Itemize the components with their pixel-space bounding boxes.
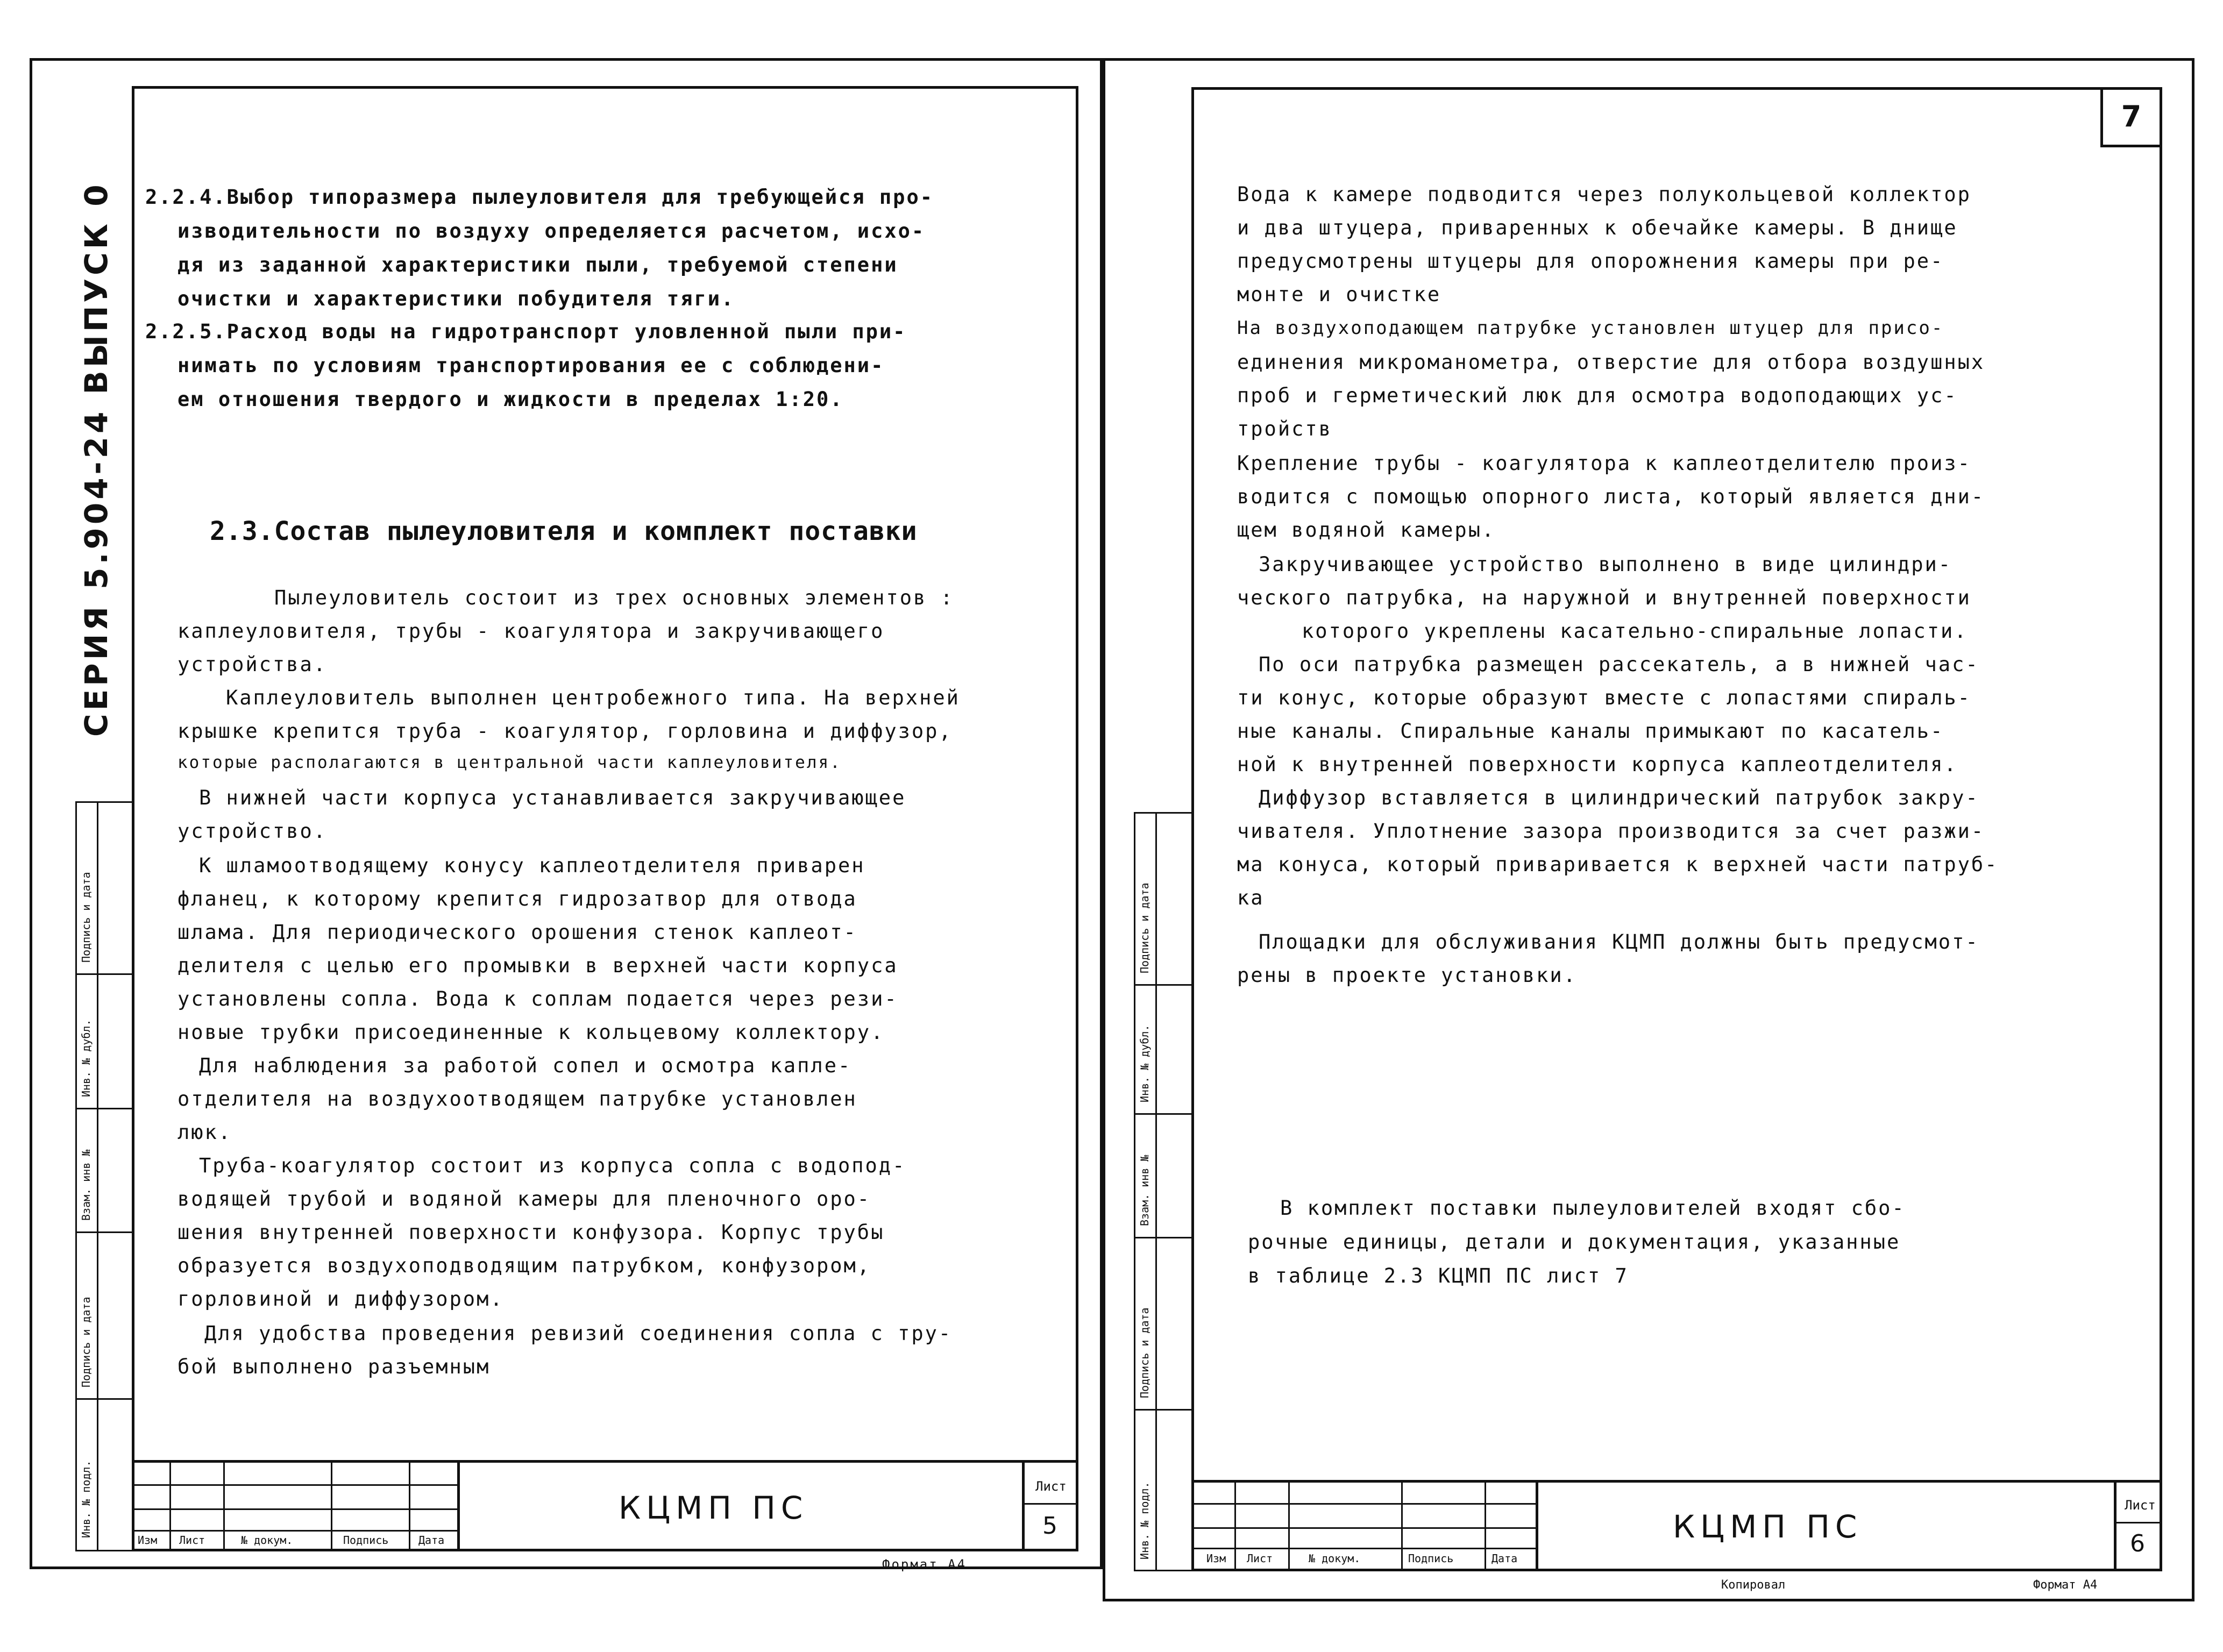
text-line: Площадки для обслуживания КЦМП должны быть предусмот- xyxy=(1259,930,1979,953)
text-line: устройства. xyxy=(177,653,328,676)
stamp-col-sign: Подпись xyxy=(343,1534,389,1547)
text-line: Вода к камере подводится через полукольцевой коллектор xyxy=(1237,183,1971,206)
stamp-col-sign: Подпись xyxy=(1408,1552,1454,1565)
text-line: ческого патрубка, на наружной и внутренней поверхности xyxy=(1237,586,1971,609)
text-line: каплеуловителя, трубы - коагулятора и закручивающего xyxy=(177,620,885,643)
text-line: делителя с целью его промывки в верхней части корпуса xyxy=(177,954,898,977)
series-label: СЕРИЯ 5.904-24 ВЫПУСК 0 xyxy=(78,181,115,737)
sheet-label: Лист xyxy=(2125,1498,2156,1513)
text-line: рочные единицы, детали и документация, указанные xyxy=(1248,1230,1901,1254)
side-label-sign-date-2: Подпись и дата xyxy=(80,1297,93,1387)
text-line: водящей трубой и водяной камеры для пленочного оро- xyxy=(177,1187,871,1210)
doc-code: КЦМП ПС xyxy=(619,1490,808,1526)
text-line: очистки и характеристики побудителя тяги. xyxy=(177,287,735,310)
text-line: нимать по условиям транспортирования ее с соблюдени- xyxy=(177,354,885,377)
side-label-orig-inv: Инв. № подл. xyxy=(1138,1482,1151,1560)
text-line: люк. xyxy=(177,1121,232,1144)
doc-code: КЦМП ПС xyxy=(1673,1508,1863,1545)
stamp-col-docnum: № докум. xyxy=(241,1534,293,1547)
text-line: Закручивающее устройство выполнено в виде цилиндри- xyxy=(1259,553,1952,576)
text-line: тройств xyxy=(1237,417,1332,440)
text-line: Для удобства проведения ревизий соединения сопла с тру- xyxy=(204,1322,953,1345)
text-line: фланец, к которому крепится гидрозатвор для отвода xyxy=(177,887,857,910)
format-note: Формат А4 xyxy=(882,1557,967,1572)
stamp-col-date: Дата xyxy=(418,1534,445,1547)
sheet-label: Лист xyxy=(1035,1479,1067,1494)
text-line: ма конуса, который приваривается к верхней части патруб- xyxy=(1237,853,1999,876)
text-line: устройство. xyxy=(177,820,328,843)
side-label-replace-inv: Взам. инв № xyxy=(80,1149,93,1221)
text-line: единения микроманометра, отверстие для отбора воздушных xyxy=(1237,351,1985,374)
text-line: монте и очистке xyxy=(1237,283,1441,306)
copied-note: Копировал xyxy=(1721,1578,1786,1592)
text-line: образуется воздухоподводящим патрубком, конфузором, xyxy=(177,1254,871,1277)
text-line: Для наблюдения за работой сопел и осмотра капле- xyxy=(199,1054,852,1077)
text-line: рены в проекте установки. xyxy=(1237,964,1577,987)
stamp-col-date: Дата xyxy=(1492,1552,1518,1565)
text-line: Труба-коагулятор состоит из корпуса сопла с водопод- xyxy=(199,1154,906,1177)
text-line: новые трубки присоединенные к кольцевому коллектору. xyxy=(177,1021,885,1044)
text-line: ные каналы. Спиральные каналы примыкают по касатель- xyxy=(1237,720,1944,743)
side-label-sign-date-1: Подпись и дата xyxy=(80,872,93,963)
stamp-col-sheet: Лист xyxy=(1247,1552,1273,1565)
text-line: шлама. Для периодического орошения стенок каплеот- xyxy=(177,921,857,944)
text-line: В нижней части корпуса устанавливается закручивающее xyxy=(199,786,906,809)
text-line: которого укреплены касательно-спиральные лопасти. xyxy=(1302,620,1968,643)
format-note: Формат А4 xyxy=(2033,1578,2098,1592)
text-line: установлены сопла. Вода к соплам подается через рези- xyxy=(177,987,898,1010)
text-line: Диффузор вставляется в цилиндрический патрубок закру- xyxy=(1259,786,1979,809)
text-line: щем водяной камеры. xyxy=(1237,518,1496,542)
text-line: горловиной и диффузором. xyxy=(177,1287,504,1311)
text-line: 2.2.5.Расход воды на гидротранспорт уловленной пыли при- xyxy=(145,320,907,343)
stamp-col-labels xyxy=(1193,1552,1535,1568)
stamp-col-change: Изм xyxy=(1206,1552,1226,1565)
text-line: ка xyxy=(1237,886,1265,909)
stamp-col-docnum: № докум. xyxy=(1309,1552,1361,1565)
page-number: 7 xyxy=(2121,99,2142,133)
side-label-dup-inv: Инв. № дубл. xyxy=(80,1019,93,1097)
stamp-col-labels xyxy=(133,1534,456,1550)
text-line: и два штуцера, приваренных к обечайке камеры. В днище xyxy=(1237,216,1958,239)
section-heading: 2.3.Состав пылеуловителя и комплект поставки xyxy=(210,516,918,546)
side-label-sign-date-1: Подпись и дата xyxy=(1138,882,1151,973)
page-number-box xyxy=(2100,87,2162,147)
side-label-dup-inv: Инв. № дубл. xyxy=(1138,1024,1151,1102)
text-line: бой выполнено разъемным xyxy=(177,1355,491,1378)
text-line: Пылеуловитель состоит из трех основных элементов : xyxy=(274,586,954,609)
text-line: которые располагаются в центральной части каплеуловителя. xyxy=(177,753,842,772)
text-line: крышке крепится труба - коагулятор, горловина и диффузор, xyxy=(177,720,953,743)
text-line: отделителя на воздухоотводящем патрубке установлен xyxy=(177,1087,857,1110)
text-line: Каплеуловитель выполнен центробежного типа. На верхней xyxy=(226,686,960,709)
stamp-col-sheet: Лист xyxy=(179,1534,205,1547)
side-label-sign-date-2: Подпись и дата xyxy=(1138,1307,1151,1398)
text-line: изводительности по воздуху определяется расчетом, исхо- xyxy=(177,219,926,243)
text-line: чивателя. Уплотнение зазора производится за счет разжи- xyxy=(1237,820,1985,843)
text-line: водится с помощью опорного листа, который является дни- xyxy=(1237,485,1985,508)
text-line: К шламоотводящему конусу каплеотделителя приварен xyxy=(199,854,865,877)
text-line: 2.2.4.Выбор типоразмера пылеуловителя для требующейся про- xyxy=(145,186,934,209)
side-label-orig-inv: Инв. № подл. xyxy=(80,1460,93,1538)
sheet-number: 5 xyxy=(1042,1512,1059,1540)
text-line: шения внутренней поверхности конфузора. Корпус трубы xyxy=(177,1221,885,1244)
text-line: дя из заданной характеристики пыли, требуемой степени xyxy=(177,253,898,276)
text-line: ем отношения твердого и жидкости в пределах 1:20. xyxy=(177,388,844,411)
text-line: ной к внутренней поверхности корпуса каплеотделителя. xyxy=(1237,753,1958,776)
stamp-col-change: Изм xyxy=(138,1534,158,1547)
text-line: ти конус, которые образуют вместе с лопастями спираль- xyxy=(1237,686,1971,709)
sheet-number: 6 xyxy=(2130,1530,2147,1557)
text-line: предусмотрены штуцеры для опорожнения камеры при ре- xyxy=(1237,250,1944,273)
text-line: По оси патрубка размещен рассекатель, а в нижней час- xyxy=(1259,653,1979,676)
text-line: На воздухоподающем патрубке установлен штуцер для присо- xyxy=(1237,317,1944,339)
text-line: В комплект поставки пылеуловителей входят сбо- xyxy=(1280,1197,1906,1220)
text-line: Крепление трубы - коагулятора к каплеотделителю произ- xyxy=(1237,452,1971,475)
text-line: проб и герметический люк для осмотра водоподающих ус- xyxy=(1237,384,1958,407)
text-line: в таблице 2.3 КЦМП ПС лист 7 xyxy=(1248,1264,1629,1287)
side-label-replace-inv: Взам. инв № xyxy=(1138,1155,1151,1226)
